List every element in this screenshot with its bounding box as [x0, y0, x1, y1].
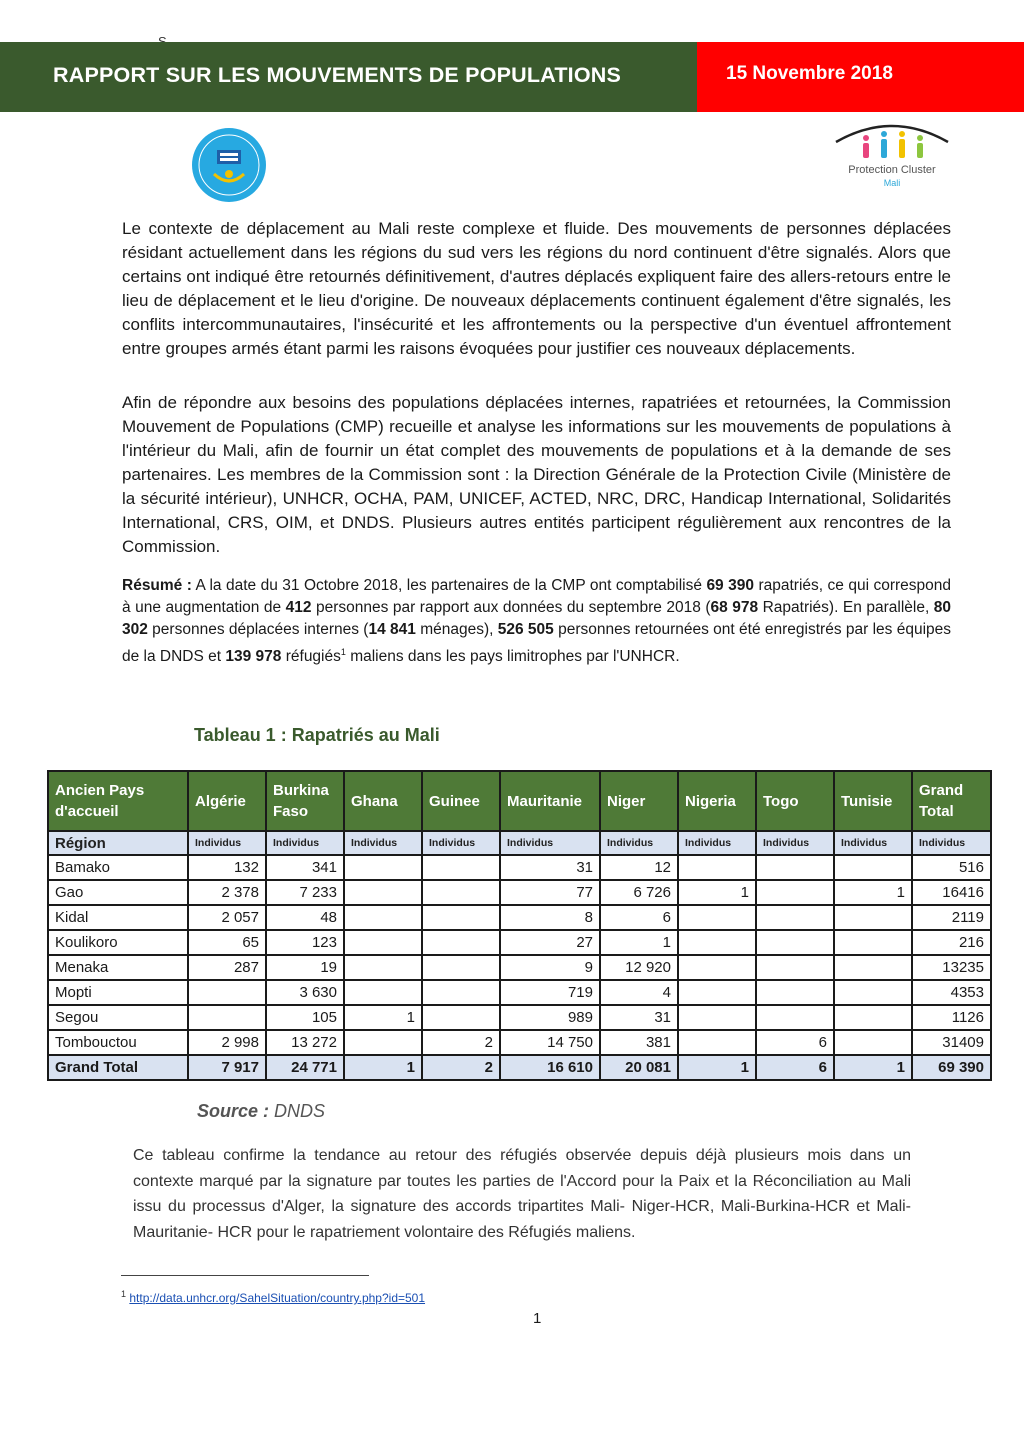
source-value: DNDS [274, 1101, 326, 1121]
unit-header: Individus [756, 831, 834, 855]
value-cell: 1 [600, 930, 678, 955]
source-label: Source : [197, 1101, 270, 1121]
summary-text: Rapatriés). En parallèle, [758, 599, 934, 616]
summary-figure: 14 841 [368, 621, 416, 638]
column-header: Niger [600, 771, 678, 831]
table-source [197, 1101, 325, 1122]
footnote-number: 1 [121, 1289, 127, 1299]
unit-header: Individus [678, 831, 756, 855]
header-date-band [697, 42, 1024, 112]
value-cell [756, 980, 834, 1005]
value-cell: 6 [600, 905, 678, 930]
summary-text: A la date du 31 Octobre 2018, les partenaires de la CMP ont comptabilisé [191, 577, 707, 594]
value-cell: 13 272 [266, 1030, 344, 1055]
table-row [48, 980, 991, 1005]
unit-header: Individus [344, 831, 422, 855]
column-header: Tunisie [834, 771, 912, 831]
value-cell [344, 955, 422, 980]
value-cell: 1126 [912, 1005, 991, 1030]
region-cell: Menaka [48, 955, 188, 980]
value-cell: 6 [756, 1030, 834, 1055]
summary-figure: 68 978 [710, 599, 759, 616]
summary-paragraph [122, 575, 951, 668]
table-row [48, 1030, 991, 1055]
column-header: Grand Total [912, 771, 991, 831]
value-cell [678, 955, 756, 980]
value-cell [678, 1005, 756, 1030]
summary-text: personnes par rapport aux données du septembre 2018 ( [311, 599, 711, 616]
value-cell: 1 [344, 1005, 422, 1030]
value-cell: 8 [500, 905, 600, 930]
value-cell: 2 [422, 1030, 500, 1055]
unit-header: Individus [500, 831, 600, 855]
table-row [48, 905, 991, 930]
table-subheader-row [48, 831, 991, 855]
value-cell: 13235 [912, 955, 991, 980]
value-cell: 14 750 [500, 1030, 600, 1055]
value-cell: 216 [912, 930, 991, 955]
value-cell: 2 057 [188, 905, 266, 930]
value-cell: 4353 [912, 980, 991, 1005]
footnote [121, 1289, 425, 1305]
value-cell: 65 [188, 930, 266, 955]
value-cell [678, 905, 756, 930]
value-cell: 1 [678, 1055, 756, 1080]
unit-header: Individus [188, 831, 266, 855]
value-cell [188, 980, 266, 1005]
value-cell [756, 880, 834, 905]
value-cell [834, 955, 912, 980]
value-cell [422, 905, 500, 930]
value-cell: 31409 [912, 1030, 991, 1055]
column-header: Ghana [344, 771, 422, 831]
value-cell: 16416 [912, 880, 991, 905]
region-cell: Segou [48, 1005, 188, 1030]
value-cell: 989 [500, 1005, 600, 1030]
value-cell: 341 [266, 855, 344, 880]
summary-text: rapatriés, ce qui correspond à une augmentation de [122, 577, 952, 616]
value-cell: 1 [344, 1055, 422, 1080]
protection-cluster-figures-icon [832, 118, 952, 164]
header-banner [0, 42, 1024, 112]
value-cell: 9 [500, 955, 600, 980]
page-number: 1 [533, 1310, 542, 1327]
value-cell [344, 905, 422, 930]
value-cell [678, 1030, 756, 1055]
unit-header: Individus [422, 831, 500, 855]
protection-cluster-label: Protection Cluster [848, 164, 936, 176]
value-cell: 1 [834, 1055, 912, 1080]
value-cell: 20 081 [600, 1055, 678, 1080]
value-cell [422, 955, 500, 980]
value-cell: 4 [600, 980, 678, 1005]
table-row [48, 855, 991, 880]
value-cell: 123 [266, 930, 344, 955]
table-row [48, 880, 991, 905]
value-cell: 2 [422, 1055, 500, 1080]
value-cell [834, 1005, 912, 1030]
region-cell: Kidal [48, 905, 188, 930]
value-cell [756, 905, 834, 930]
region-cell: Bamako [48, 855, 188, 880]
summary-text: maliens dans les pays limitrophes par l'UNHCR. [345, 648, 680, 666]
repatriates-table [47, 770, 992, 1081]
value-cell: 7 917 [188, 1055, 266, 1080]
summary-figure: 80 302 [122, 599, 951, 638]
value-cell: 2119 [912, 905, 991, 930]
value-cell: 16 610 [500, 1055, 600, 1080]
unit-header: Individus [834, 831, 912, 855]
summary-text: personnes retournées ont été enregistrés par les équipes de la DNDS et [122, 621, 951, 666]
value-cell [422, 930, 500, 955]
value-cell: 31 [500, 855, 600, 880]
region-cell: Mopti [48, 980, 188, 1005]
report-title: RAPPORT SUR LES MOUVEMENTS DE POPULATIONS [53, 63, 622, 87]
value-cell [678, 980, 756, 1005]
header-title-band [0, 42, 697, 112]
value-cell [834, 855, 912, 880]
table-row [48, 955, 991, 980]
value-cell [344, 1030, 422, 1055]
column-header: Mauritanie [500, 771, 600, 831]
value-cell: 27 [500, 930, 600, 955]
column-header: Guinee [422, 771, 500, 831]
value-cell: 719 [500, 980, 600, 1005]
commission-seal-logo [190, 126, 268, 204]
value-cell: 24 771 [266, 1055, 344, 1080]
value-cell: 2 998 [188, 1030, 266, 1055]
value-cell: 105 [266, 1005, 344, 1030]
value-cell: 1 [678, 880, 756, 905]
value-cell [756, 930, 834, 955]
summary-label: Résumé : [122, 577, 192, 594]
value-cell [344, 880, 422, 905]
value-cell: 516 [912, 855, 991, 880]
summary-figure: 526 505 [497, 621, 554, 638]
value-cell: 1 [834, 880, 912, 905]
footnote-ref: 1 [340, 647, 346, 657]
summary-figure: 139 978 [225, 648, 282, 666]
summary-text: ménages), [415, 621, 498, 638]
unit-header: Individus [600, 831, 678, 855]
value-cell [756, 955, 834, 980]
intro-paragraph-1: Le contexte de déplacement au Mali reste complexe et fluide. Des mouvements de personnes déplacées résidant actuellement dans les régions du sud vers les régions du nord continuent d'être signalés. Alors que certains ont indiqué être retournés définitivement, d'autres déplacés expliquent faire des allers-retours entre le lieu de déplacement et le lieu d'origine. De nouveaux déplacements continuent également d'être signalés, les conflits intercommunautaires, l'insécurité et les affrontements ou la perspective d'un éventuel affrontement entre groupes armés étant parmi les raisons évoquées pour justifier ces nouveaux déplacements. [122, 219, 951, 358]
value-cell: 69 390 [912, 1055, 991, 1080]
region-cell: Grand Total [48, 1055, 188, 1080]
summary-text: personnes déplacées internes ( [147, 621, 369, 638]
report-date: 15 Novembre 2018 [726, 63, 893, 84]
summary-figure: 412 [285, 599, 312, 616]
summary-figure: 69 390 [706, 577, 754, 594]
footnote-link[interactable]: http://data.unhcr.org/SahelSituation/country.php?id=501 [129, 1291, 426, 1305]
value-cell: 2 378 [188, 880, 266, 905]
value-cell [422, 880, 500, 905]
value-cell [834, 930, 912, 955]
table-row [48, 930, 991, 955]
value-cell: 19 [266, 955, 344, 980]
value-cell: 6 [756, 1055, 834, 1080]
unit-header: Individus [266, 831, 344, 855]
protection-cluster-logo [832, 118, 952, 192]
value-cell [422, 855, 500, 880]
region-cell: Koulikoro [48, 930, 188, 955]
value-cell [422, 980, 500, 1005]
value-cell [834, 905, 912, 930]
value-cell [678, 930, 756, 955]
value-cell: 7 233 [266, 880, 344, 905]
summary-text: réfugiés [281, 648, 341, 666]
value-cell: 12 [600, 855, 678, 880]
value-cell: 31 [600, 1005, 678, 1030]
conclusion-paragraph: Ce tableau confirme la tendance au retour des réfugiés observée depuis déjà plusieurs mois dans un contexte marqué par la signature par toutes les parties de l'Accord pour la Paix et la Réconciliation au Mali issu du processus d'Alger, la signature des accords tripartites Mali- Niger-HCR, Mali-Burkina-HCR et Mali-Mauritanie- HCR pour le rapatriement volontaire des Réfugiés maliens. [133, 1147, 911, 1241]
value-cell: 132 [188, 855, 266, 880]
column-header: Nigeria [678, 771, 756, 831]
value-cell [678, 855, 756, 880]
value-cell: 6 726 [600, 880, 678, 905]
footnote-divider [121, 1275, 369, 1276]
value-cell [834, 1030, 912, 1055]
column-header: Togo [756, 771, 834, 831]
value-cell [756, 1005, 834, 1030]
value-cell [422, 1005, 500, 1030]
table-row [48, 1005, 991, 1030]
region-header: Région [48, 831, 188, 855]
value-cell [344, 855, 422, 880]
value-cell: 3 630 [266, 980, 344, 1005]
value-cell [834, 980, 912, 1005]
corner-header: Ancien Pays d'accueil [48, 771, 188, 831]
value-cell: 12 920 [600, 955, 678, 980]
column-header: Burkina Faso [266, 771, 344, 831]
column-header: Algérie [188, 771, 266, 831]
region-cell: Tombouctou [48, 1030, 188, 1055]
value-cell [344, 980, 422, 1005]
value-cell: 77 [500, 880, 600, 905]
table-header-row [48, 771, 991, 831]
value-cell [756, 855, 834, 880]
value-cell: 381 [600, 1030, 678, 1055]
value-cell [188, 1005, 266, 1030]
protection-cluster-sub: Mali [883, 178, 901, 188]
table-total-row [48, 1055, 991, 1080]
unit-header: Individus [912, 831, 991, 855]
table-title: Tableau 1 : Rapatriés au Mali [194, 725, 440, 745]
value-cell [344, 930, 422, 955]
intro-paragraph-2: Afin de répondre aux besoins des populations déplacées internes, rapatriées et retournées, la Commission Mouvement de Populations (CMP) recueille et analyse les informations sur les mouvements de populations à l'intérieur du Mali, afin de fournir un état complet des mouvements de populations et à la demande de ses partenaires. Les membres de la Commission sont : la Direction Générale de la Protection Civile (Ministère de la sécurité intérieur), UNHCR, OCHA, PAM, UNICEF, ACTED, NRC, DRC, Handicap International, Solidarités International, CRS, OIM, et DNDS. Plusieurs autres entités participent régulièrement aux rencontres de la Commission. [122, 393, 951, 556]
region-cell: Gao [48, 880, 188, 905]
value-cell: 287 [188, 955, 266, 980]
value-cell: 48 [266, 905, 344, 930]
